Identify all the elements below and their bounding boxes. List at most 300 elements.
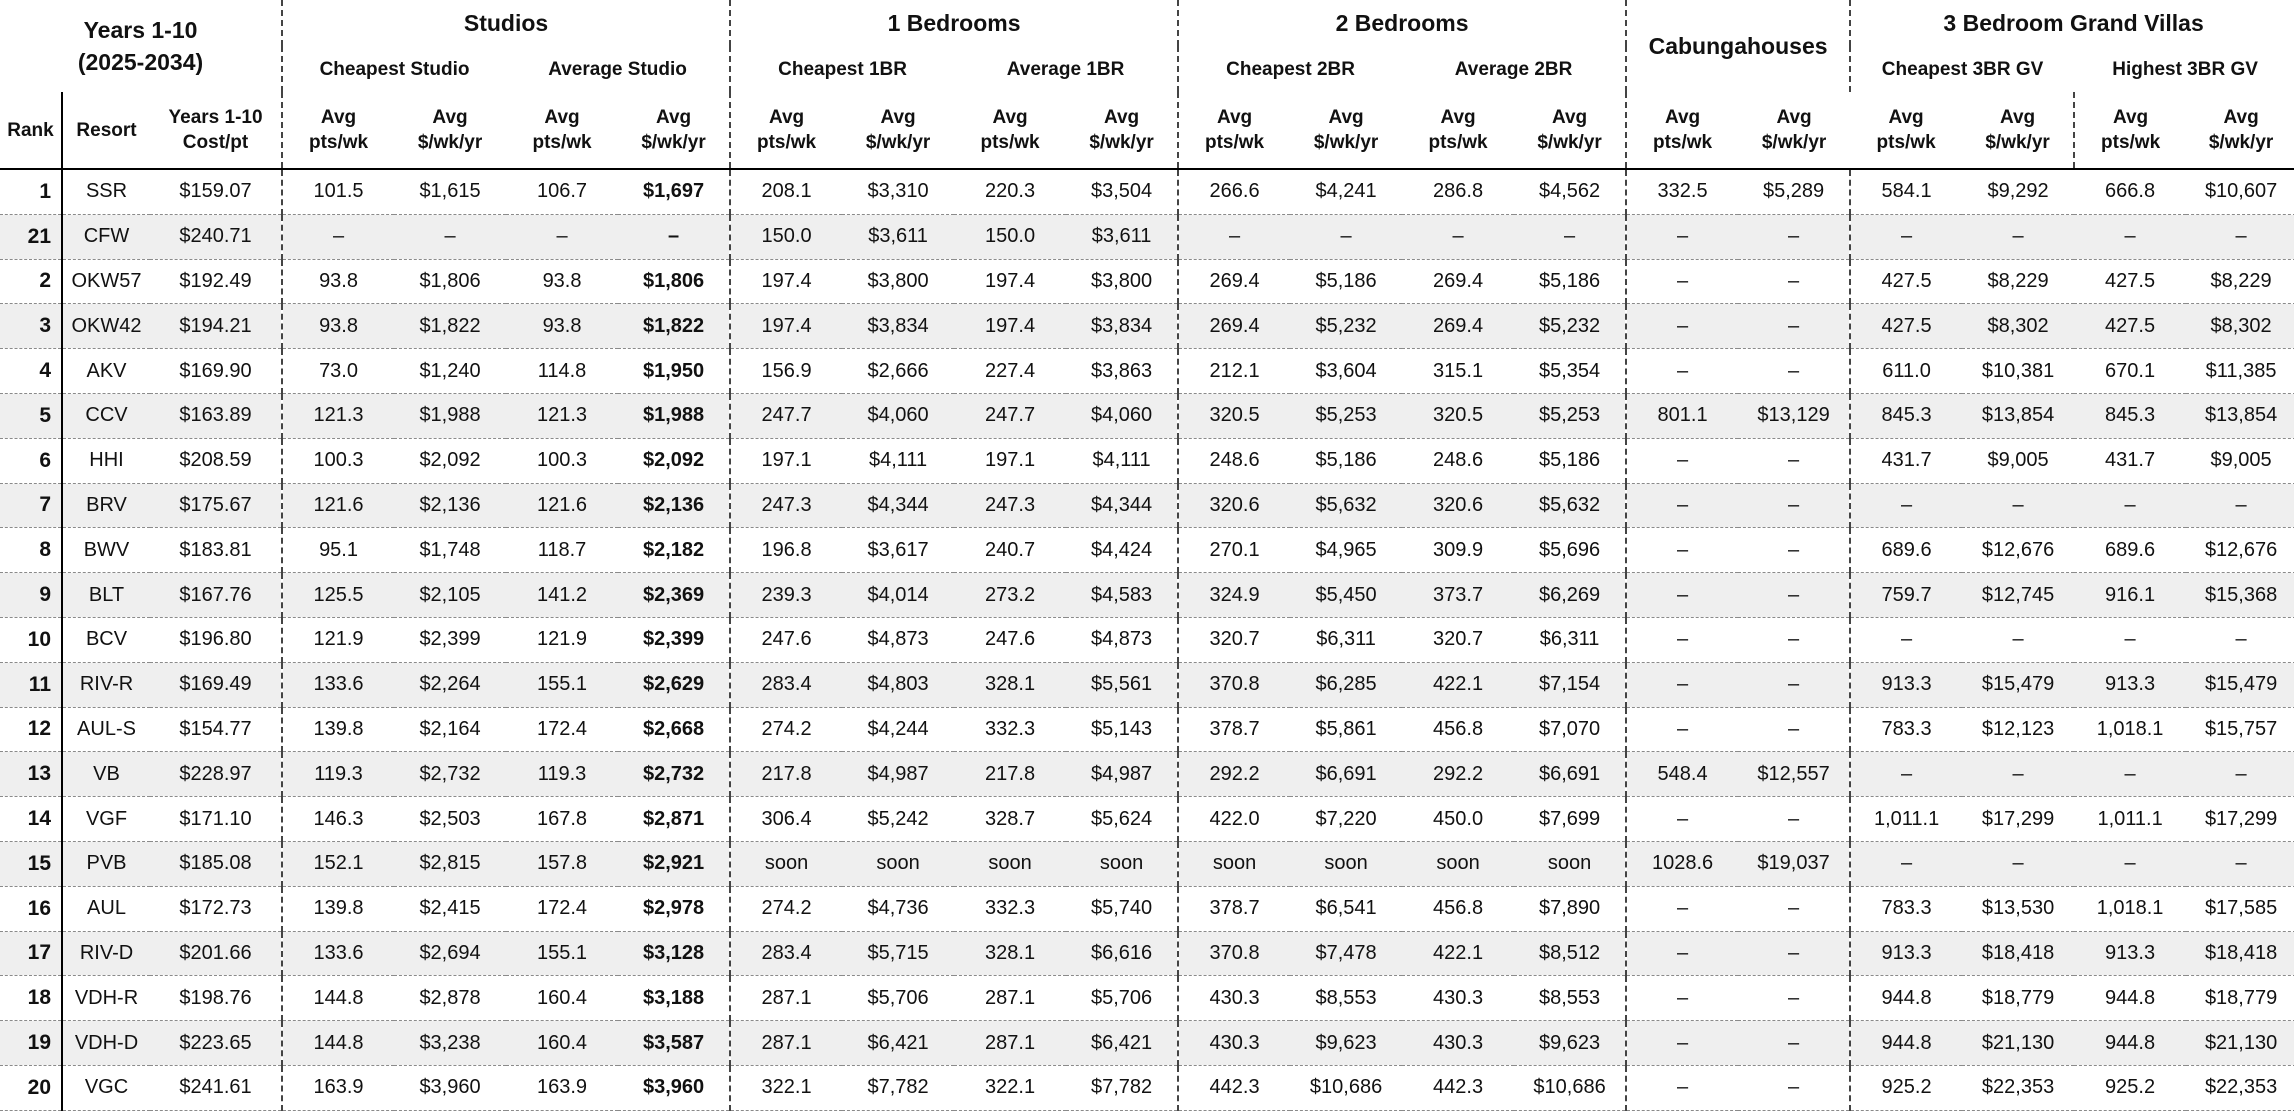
cell-avg-pts-wk: 292.2 — [1178, 752, 1290, 797]
cell-avg-pts-wk: – — [1402, 214, 1514, 259]
cell-avg-pts-wk: 163.9 — [506, 1065, 618, 1110]
cell-resort: SSR — [62, 169, 150, 214]
cell-avg-usd-wk-yr: $3,611 — [1066, 214, 1178, 259]
cell-avg-pts-wk: 118.7 — [506, 528, 618, 573]
cell-avg-usd-wk-yr: $7,478 — [1290, 931, 1402, 976]
cell-avg-pts-wk: 269.4 — [1178, 304, 1290, 349]
cell-avg-usd-wk-yr: $5,624 — [1066, 797, 1178, 842]
cell-avg-pts-wk: 197.4 — [730, 259, 842, 304]
cell-avg-usd-wk-yr: $4,873 — [1066, 617, 1178, 662]
cell-cost-per-point: $208.59 — [150, 438, 282, 483]
cell-avg-usd-wk-yr: $1,822 — [394, 304, 506, 349]
cell-avg-usd-wk-yr: $12,557 — [1738, 752, 1850, 797]
cell-avg-usd-wk-yr: $7,154 — [1514, 662, 1626, 707]
cell-avg-pts-wk: 759.7 — [1850, 573, 1962, 618]
cell-cost-per-point: $228.97 — [150, 752, 282, 797]
cell-cost-per-point: $167.76 — [150, 573, 282, 618]
col-label-line1: Avg — [1216, 107, 1253, 128]
cell-avg-pts-wk: 611.0 — [1850, 349, 1962, 394]
cell-avg-pts-wk: – — [506, 214, 618, 259]
cell-avg-pts-wk: 197.4 — [954, 259, 1066, 304]
col-label-line1: Avg — [1776, 107, 1812, 128]
cell-avg-usd-wk-yr: $8,302 — [2186, 304, 2294, 349]
cell-avg-usd-wk-yr: – — [1738, 1065, 1850, 1110]
cell-avg-pts-wk: – — [1626, 886, 1738, 931]
cell-avg-pts-wk: 925.2 — [1850, 1065, 1962, 1110]
cell-rank: 16 — [0, 886, 62, 931]
cell-avg-usd-wk-yr: $1,806 — [394, 259, 506, 304]
col-label-line1: Avg — [432, 107, 468, 128]
col-label-line2: pts/wk — [980, 132, 1040, 153]
cell-rank: 14 — [0, 797, 62, 842]
cell-rank: 5 — [0, 393, 62, 438]
cell-avg-pts-wk: 144.8 — [282, 1021, 394, 1066]
cell-avg-usd-wk-yr: $2,921 — [618, 841, 730, 886]
cell-avg-usd-wk-yr: $21,130 — [1962, 1021, 2074, 1066]
group-2-bedrooms: 2 Bedrooms — [1178, 0, 1626, 46]
cell-avg-pts-wk: 197.4 — [954, 304, 1066, 349]
col-label-line2: $/wk/yr — [641, 132, 706, 153]
col-label-line2: pts/wk — [1876, 132, 1936, 153]
cell-avg-pts-wk: 328.7 — [954, 797, 1066, 842]
col-avg-pts-wk — [1402, 92, 1514, 169]
cell-avg-usd-wk-yr: $10,686 — [1514, 1065, 1626, 1110]
cell-avg-usd-wk-yr: $6,311 — [1290, 617, 1402, 662]
cell-resort: BCV — [62, 617, 150, 662]
group-3br-grand-villas: 3 Bedroom Grand Villas — [1850, 0, 2294, 46]
col-avg-usd-wk-yr — [618, 92, 730, 169]
cell-avg-usd-wk-yr: $4,424 — [1066, 528, 1178, 573]
cell-avg-pts-wk: 309.9 — [1402, 528, 1514, 573]
cell-avg-usd-wk-yr: $3,800 — [1066, 259, 1178, 304]
cell-avg-usd-wk-yr: $2,164 — [394, 707, 506, 752]
cell-avg-pts-wk: 157.8 — [506, 841, 618, 886]
cell-avg-usd-wk-yr: $6,285 — [1290, 662, 1402, 707]
cell-avg-pts-wk: 430.3 — [1178, 976, 1290, 1021]
cell-avg-pts-wk: 152.1 — [282, 841, 394, 886]
cell-avg-pts-wk: 208.1 — [730, 169, 842, 214]
cell-avg-pts-wk: 1,018.1 — [2074, 886, 2186, 931]
cell-avg-pts-wk: 247.7 — [954, 393, 1066, 438]
cell-avg-pts-wk: 283.4 — [730, 931, 842, 976]
cell-avg-usd-wk-yr: $2,815 — [394, 841, 506, 886]
cell-avg-pts-wk: 845.3 — [2074, 393, 2186, 438]
cell-avg-usd-wk-yr: $2,871 — [618, 797, 730, 842]
cell-rank: 7 — [0, 483, 62, 528]
cell-avg-pts-wk: 217.8 — [730, 752, 842, 797]
col-label-line1: Avg — [655, 107, 692, 128]
cell-avg-pts-wk: 1,018.1 — [2074, 707, 2186, 752]
cell-avg-usd-wk-yr: – — [394, 214, 506, 259]
cell-avg-pts-wk: 197.1 — [730, 438, 842, 483]
years-label: Years 1-10 — [83, 17, 198, 43]
cell-avg-usd-wk-yr: $3,834 — [842, 304, 954, 349]
cell-avg-pts-wk: 427.5 — [2074, 304, 2186, 349]
cell-avg-usd-wk-yr: $8,553 — [1514, 976, 1626, 1021]
cell-avg-pts-wk: – — [1626, 1065, 1738, 1110]
cell-avg-usd-wk-yr: $1,615 — [394, 169, 506, 214]
table-row — [0, 169, 2294, 214]
cell-avg-pts-wk: 430.3 — [1402, 1021, 1514, 1066]
cell-cost-per-point: $198.76 — [150, 976, 282, 1021]
cell-avg-usd-wk-yr: $2,264 — [394, 662, 506, 707]
col-avg-usd-wk-yr — [1962, 92, 2074, 169]
cell-avg-usd-wk-yr: – — [1738, 304, 1850, 349]
cell-avg-pts-wk: 196.8 — [730, 528, 842, 573]
col-avg-usd-wk-yr — [394, 92, 506, 169]
cell-avg-pts-wk: – — [282, 214, 394, 259]
col-label-line1: Avg — [992, 107, 1028, 128]
cell-resort: VDH-D — [62, 1021, 150, 1066]
cell-avg-pts-wk: 320.5 — [1402, 393, 1514, 438]
col-avg-pts-wk — [282, 92, 394, 169]
cell-rank: 11 — [0, 662, 62, 707]
cell-avg-usd-wk-yr: $4,562 — [1514, 169, 1626, 214]
cell-avg-pts-wk: 442.3 — [1402, 1065, 1514, 1110]
cell-avg-usd-wk-yr: – — [1738, 886, 1850, 931]
cell-rank: 19 — [0, 1021, 62, 1066]
cell-avg-usd-wk-yr: $8,553 — [1290, 976, 1402, 1021]
cell-avg-usd-wk-yr: $6,421 — [1066, 1021, 1178, 1066]
cell-avg-pts-wk: 548.4 — [1626, 752, 1738, 797]
cell-avg-pts-wk: 442.3 — [1178, 1065, 1290, 1110]
sub-highest-3br-gv: Highest 3BR GV — [2112, 58, 2258, 80]
cell-avg-usd-wk-yr: $2,732 — [394, 752, 506, 797]
cell-avg-pts-wk: 845.3 — [1850, 393, 1962, 438]
cell-avg-pts-wk: 320.7 — [1402, 617, 1514, 662]
cell-avg-usd-wk-yr: $3,188 — [618, 976, 730, 1021]
col-cost-line1: Years 1-10 — [168, 107, 263, 128]
cell-avg-usd-wk-yr: $4,241 — [1290, 169, 1402, 214]
cell-avg-usd-wk-yr: $6,691 — [1514, 752, 1626, 797]
cell-avg-pts-wk: 121.9 — [506, 617, 618, 662]
cell-avg-usd-wk-yr: $8,512 — [1514, 931, 1626, 976]
cell-avg-usd-wk-yr: $5,861 — [1290, 707, 1402, 752]
cell-avg-pts-wk: 913.3 — [2074, 662, 2186, 707]
cell-avg-pts-wk: 287.1 — [954, 1021, 1066, 1066]
table-row — [0, 573, 2294, 618]
cell-avg-usd-wk-yr: $4,583 — [1066, 573, 1178, 618]
cell-avg-usd-wk-yr: – — [1738, 662, 1850, 707]
cell-avg-usd-wk-yr: $2,092 — [394, 438, 506, 483]
cell-avg-pts-wk: 332.3 — [954, 886, 1066, 931]
cell-avg-pts-wk: – — [1850, 617, 1962, 662]
cell-avg-usd-wk-yr: $4,344 — [1066, 483, 1178, 528]
cell-avg-pts-wk: 430.3 — [1402, 976, 1514, 1021]
cell-avg-usd-wk-yr: $2,415 — [394, 886, 506, 931]
cell-avg-usd-wk-yr: $3,611 — [842, 214, 954, 259]
cell-avg-pts-wk: 114.8 — [506, 349, 618, 394]
cell-avg-pts-wk: soon — [1402, 841, 1514, 886]
cell-avg-pts-wk: 274.2 — [730, 707, 842, 752]
cell-avg-pts-wk: 320.6 — [1178, 483, 1290, 528]
col-avg-usd-wk-yr — [1066, 92, 1178, 169]
cell-resort: AUL-S — [62, 707, 150, 752]
cell-avg-usd-wk-yr: $5,706 — [842, 976, 954, 1021]
cell-avg-pts-wk: 925.2 — [2074, 1065, 2186, 1110]
cell-avg-pts-wk: 292.2 — [1402, 752, 1514, 797]
cell-avg-pts-wk: 247.6 — [954, 617, 1066, 662]
col-label-line1: Avg — [768, 107, 805, 128]
cell-avg-pts-wk: 322.1 — [730, 1065, 842, 1110]
cell-avg-usd-wk-yr: $4,873 — [842, 617, 954, 662]
cell-avg-pts-wk: 378.7 — [1178, 886, 1290, 931]
cell-avg-pts-wk: 584.1 — [1850, 169, 1962, 214]
cell-cost-per-point: $223.65 — [150, 1021, 282, 1066]
cell-resort: OKW42 — [62, 304, 150, 349]
cell-avg-pts-wk: – — [1626, 931, 1738, 976]
cell-resort: BRV — [62, 483, 150, 528]
years-range: (2025-2034) — [77, 49, 204, 75]
cell-avg-usd-wk-yr: $1,988 — [394, 393, 506, 438]
cell-avg-pts-wk: 160.4 — [506, 976, 618, 1021]
cell-avg-usd-wk-yr: $3,504 — [1066, 169, 1178, 214]
cell-avg-usd-wk-yr: – — [1962, 214, 2074, 259]
cell-avg-usd-wk-yr: $21,130 — [2186, 1021, 2294, 1066]
cell-avg-pts-wk: 125.5 — [282, 573, 394, 618]
cell-avg-pts-wk: 160.4 — [506, 1021, 618, 1066]
col-label-line1: Avg — [1888, 107, 1924, 128]
cell-avg-pts-wk: 287.1 — [730, 1021, 842, 1066]
col-label-line2: $/wk/yr — [1537, 132, 1602, 153]
col-label-line1: Avg — [880, 107, 916, 128]
cell-avg-usd-wk-yr: $5,632 — [1514, 483, 1626, 528]
cell-avg-usd-wk-yr: $4,987 — [1066, 752, 1178, 797]
cell-avg-usd-wk-yr: $1,950 — [618, 349, 730, 394]
col-resort: Resort — [62, 92, 150, 169]
cell-avg-usd-wk-yr: $2,092 — [618, 438, 730, 483]
cell-avg-pts-wk: 1028.6 — [1626, 841, 1738, 886]
cell-resort: RIV-D — [62, 931, 150, 976]
cell-resort: CCV — [62, 393, 150, 438]
cell-avg-usd-wk-yr: – — [1738, 1021, 1850, 1066]
cell-avg-pts-wk: soon — [730, 841, 842, 886]
col-label-line2: $/wk/yr — [865, 132, 931, 153]
col-label-line2: $/wk/yr — [2208, 132, 2274, 153]
cell-avg-usd-wk-yr: $3,960 — [394, 1065, 506, 1110]
cell-avg-pts-wk: 670.1 — [2074, 349, 2186, 394]
cell-avg-pts-wk: 197.4 — [730, 304, 842, 349]
cell-avg-usd-wk-yr: $9,623 — [1290, 1021, 1402, 1066]
table-row — [0, 707, 2294, 752]
cell-avg-pts-wk: 269.4 — [1178, 259, 1290, 304]
cell-resort: PVB — [62, 841, 150, 886]
cell-avg-pts-wk: soon — [1178, 841, 1290, 886]
cell-avg-usd-wk-yr: – — [1738, 617, 1850, 662]
cell-avg-usd-wk-yr: $5,186 — [1290, 438, 1402, 483]
cell-avg-pts-wk: 266.6 — [1178, 169, 1290, 214]
cell-avg-usd-wk-yr: $2,878 — [394, 976, 506, 1021]
col-label-line1: Avg — [1440, 107, 1476, 128]
cell-avg-usd-wk-yr: $22,353 — [2186, 1065, 2294, 1110]
cell-avg-pts-wk: – — [1626, 259, 1738, 304]
cell-avg-pts-wk: 150.0 — [954, 214, 1066, 259]
table-row — [0, 438, 2294, 483]
cell-avg-usd-wk-yr: – — [1962, 483, 2074, 528]
cell-avg-usd-wk-yr: – — [2186, 214, 2294, 259]
cell-avg-pts-wk: 247.3 — [730, 483, 842, 528]
cell-avg-pts-wk: – — [1626, 617, 1738, 662]
cell-avg-pts-wk: 287.1 — [954, 976, 1066, 1021]
cell-avg-usd-wk-yr: $5,289 — [1738, 169, 1850, 214]
col-label-line1: Avg — [1103, 107, 1140, 128]
cell-avg-usd-wk-yr: $6,269 — [1514, 573, 1626, 618]
table-row — [0, 214, 2294, 259]
cell-rank: 8 — [0, 528, 62, 573]
cell-rank: 20 — [0, 1065, 62, 1110]
cell-avg-usd-wk-yr: – — [1962, 841, 2074, 886]
cell-avg-pts-wk: 119.3 — [282, 752, 394, 797]
cell-avg-pts-wk: 150.0 — [730, 214, 842, 259]
col-label-line2: pts/wk — [1653, 132, 1713, 153]
cell-cost-per-point: $163.89 — [150, 393, 282, 438]
cell-avg-usd-wk-yr: – — [1738, 931, 1850, 976]
cell-avg-pts-wk: 95.1 — [282, 528, 394, 573]
cell-rank: 4 — [0, 349, 62, 394]
cell-avg-pts-wk: 133.6 — [282, 662, 394, 707]
cell-rank: 17 — [0, 931, 62, 976]
cell-avg-pts-wk: – — [2074, 841, 2186, 886]
cell-rank: 1 — [0, 169, 62, 214]
cell-avg-usd-wk-yr: $3,238 — [394, 1021, 506, 1066]
cell-avg-usd-wk-yr: $12,676 — [1962, 528, 2074, 573]
cell-avg-usd-wk-yr: $7,782 — [842, 1065, 954, 1110]
col-label-line2: $/wk/yr — [417, 132, 483, 153]
cell-avg-pts-wk: 100.3 — [506, 438, 618, 483]
cell-avg-usd-wk-yr: $5,242 — [842, 797, 954, 842]
cell-avg-usd-wk-yr: – — [1738, 707, 1850, 752]
col-label-line1: Avg — [1999, 107, 2036, 128]
cell-avg-pts-wk: 422.1 — [1402, 931, 1514, 976]
cell-avg-pts-wk: – — [1850, 841, 1962, 886]
cell-avg-usd-wk-yr: $2,978 — [618, 886, 730, 931]
cell-avg-pts-wk: 315.1 — [1402, 349, 1514, 394]
col-avg-pts-wk — [1850, 92, 1962, 169]
cell-rank: 13 — [0, 752, 62, 797]
cell-avg-usd-wk-yr: $3,617 — [842, 528, 954, 573]
cell-avg-pts-wk: 431.7 — [2074, 438, 2186, 483]
cell-avg-pts-wk: 172.4 — [506, 707, 618, 752]
col-label-line2: pts/wk — [1428, 132, 1488, 153]
cell-avg-usd-wk-yr: $5,450 — [1290, 573, 1402, 618]
cell-avg-usd-wk-yr: $17,299 — [2186, 797, 2294, 842]
cell-resort: AKV — [62, 349, 150, 394]
cell-cost-per-point: $175.67 — [150, 483, 282, 528]
cell-avg-pts-wk: 172.4 — [506, 886, 618, 931]
table-row — [0, 259, 2294, 304]
cell-avg-usd-wk-yr: soon — [842, 841, 954, 886]
cell-avg-pts-wk: 141.2 — [506, 573, 618, 618]
cell-avg-usd-wk-yr: $5,186 — [1514, 438, 1626, 483]
cell-avg-pts-wk: 450.0 — [1402, 797, 1514, 842]
cell-avg-pts-wk: 167.8 — [506, 797, 618, 842]
cell-avg-usd-wk-yr: $2,369 — [618, 573, 730, 618]
cell-avg-pts-wk: 370.8 — [1178, 931, 1290, 976]
col-avg-usd-wk-yr — [1290, 92, 1402, 169]
cell-rank: 12 — [0, 707, 62, 752]
cell-avg-pts-wk: 240.7 — [954, 528, 1066, 573]
table-row — [0, 393, 2294, 438]
cell-avg-usd-wk-yr: $10,607 — [2186, 169, 2294, 214]
cell-avg-usd-wk-yr: $4,244 — [842, 707, 954, 752]
cell-cost-per-point: $192.49 — [150, 259, 282, 304]
cell-avg-pts-wk: 269.4 — [1402, 304, 1514, 349]
cell-avg-pts-wk: 93.8 — [282, 304, 394, 349]
col-label-line2: $/wk/yr — [1985, 132, 2050, 153]
cell-avg-pts-wk: – — [2074, 214, 2186, 259]
cell-resort: BLT — [62, 573, 150, 618]
col-label-line2: $/wk/yr — [1761, 132, 1827, 153]
cell-avg-usd-wk-yr: – — [1738, 797, 1850, 842]
cell-avg-pts-wk: 227.4 — [954, 349, 1066, 394]
cell-avg-usd-wk-yr: $13,854 — [2186, 393, 2294, 438]
cell-avg-pts-wk: – — [1626, 573, 1738, 618]
table-row — [0, 483, 2294, 528]
cell-avg-usd-wk-yr: $3,863 — [1066, 349, 1178, 394]
cell-avg-pts-wk: – — [2074, 752, 2186, 797]
cell-resort: VDH-R — [62, 976, 150, 1021]
cell-avg-usd-wk-yr: – — [1738, 349, 1850, 394]
sub-average-studio: Average Studio — [548, 58, 687, 80]
cell-avg-pts-wk: 121.3 — [506, 393, 618, 438]
cell-avg-usd-wk-yr: $1,748 — [394, 528, 506, 573]
cell-avg-pts-wk: 332.3 — [954, 707, 1066, 752]
sub-average-2br: Average 2BR — [1454, 58, 1573, 80]
cell-avg-usd-wk-yr: – — [1514, 214, 1626, 259]
cell-avg-pts-wk: 944.8 — [1850, 1021, 1962, 1066]
cell-resort: VGF — [62, 797, 150, 842]
col-label-line1: Avg — [1328, 107, 1364, 128]
cell-avg-pts-wk: – — [1850, 483, 1962, 528]
cell-avg-pts-wk: 121.9 — [282, 617, 394, 662]
cell-avg-usd-wk-yr: soon — [1290, 841, 1402, 886]
cell-avg-pts-wk: – — [1626, 214, 1738, 259]
cell-avg-pts-wk: soon — [954, 841, 1066, 886]
cell-avg-pts-wk: 1,011.1 — [1850, 797, 1962, 842]
cell-cost-per-point: $240.71 — [150, 214, 282, 259]
col-cost-line2: Cost/pt — [182, 132, 249, 153]
cell-avg-pts-wk: 217.8 — [954, 752, 1066, 797]
cell-avg-pts-wk: 163.9 — [282, 1065, 394, 1110]
col-avg-pts-wk — [506, 92, 618, 169]
cell-avg-pts-wk: 273.2 — [954, 573, 1066, 618]
cell-rank: 15 — [0, 841, 62, 886]
cell-avg-usd-wk-yr: $9,005 — [1962, 438, 2074, 483]
cell-avg-pts-wk: 144.8 — [282, 976, 394, 1021]
cell-avg-usd-wk-yr: $3,800 — [842, 259, 954, 304]
cell-avg-pts-wk: – — [1626, 349, 1738, 394]
cell-avg-usd-wk-yr: $15,757 — [2186, 707, 2294, 752]
col-avg-pts-wk — [1626, 92, 1738, 169]
cell-avg-usd-wk-yr: – — [1738, 483, 1850, 528]
cell-avg-pts-wk: 274.2 — [730, 886, 842, 931]
cell-avg-usd-wk-yr: $9,005 — [2186, 438, 2294, 483]
cell-avg-pts-wk: – — [2074, 617, 2186, 662]
cell-avg-pts-wk: 427.5 — [1850, 304, 1962, 349]
cell-avg-usd-wk-yr: $2,503 — [394, 797, 506, 842]
cell-avg-usd-wk-yr: $8,229 — [2186, 259, 2294, 304]
group-1-bedrooms: 1 Bedrooms — [730, 0, 1178, 46]
cell-avg-pts-wk: 689.6 — [2074, 528, 2186, 573]
cell-cost-per-point: $154.77 — [150, 707, 282, 752]
cell-avg-pts-wk: 106.7 — [506, 169, 618, 214]
cell-avg-usd-wk-yr: $5,706 — [1066, 976, 1178, 1021]
cell-cost-per-point: $159.07 — [150, 169, 282, 214]
cell-avg-usd-wk-yr: $4,111 — [1066, 438, 1178, 483]
cell-avg-usd-wk-yr: $4,111 — [842, 438, 954, 483]
table-row — [0, 1065, 2294, 1110]
cell-resort: RIV-R — [62, 662, 150, 707]
